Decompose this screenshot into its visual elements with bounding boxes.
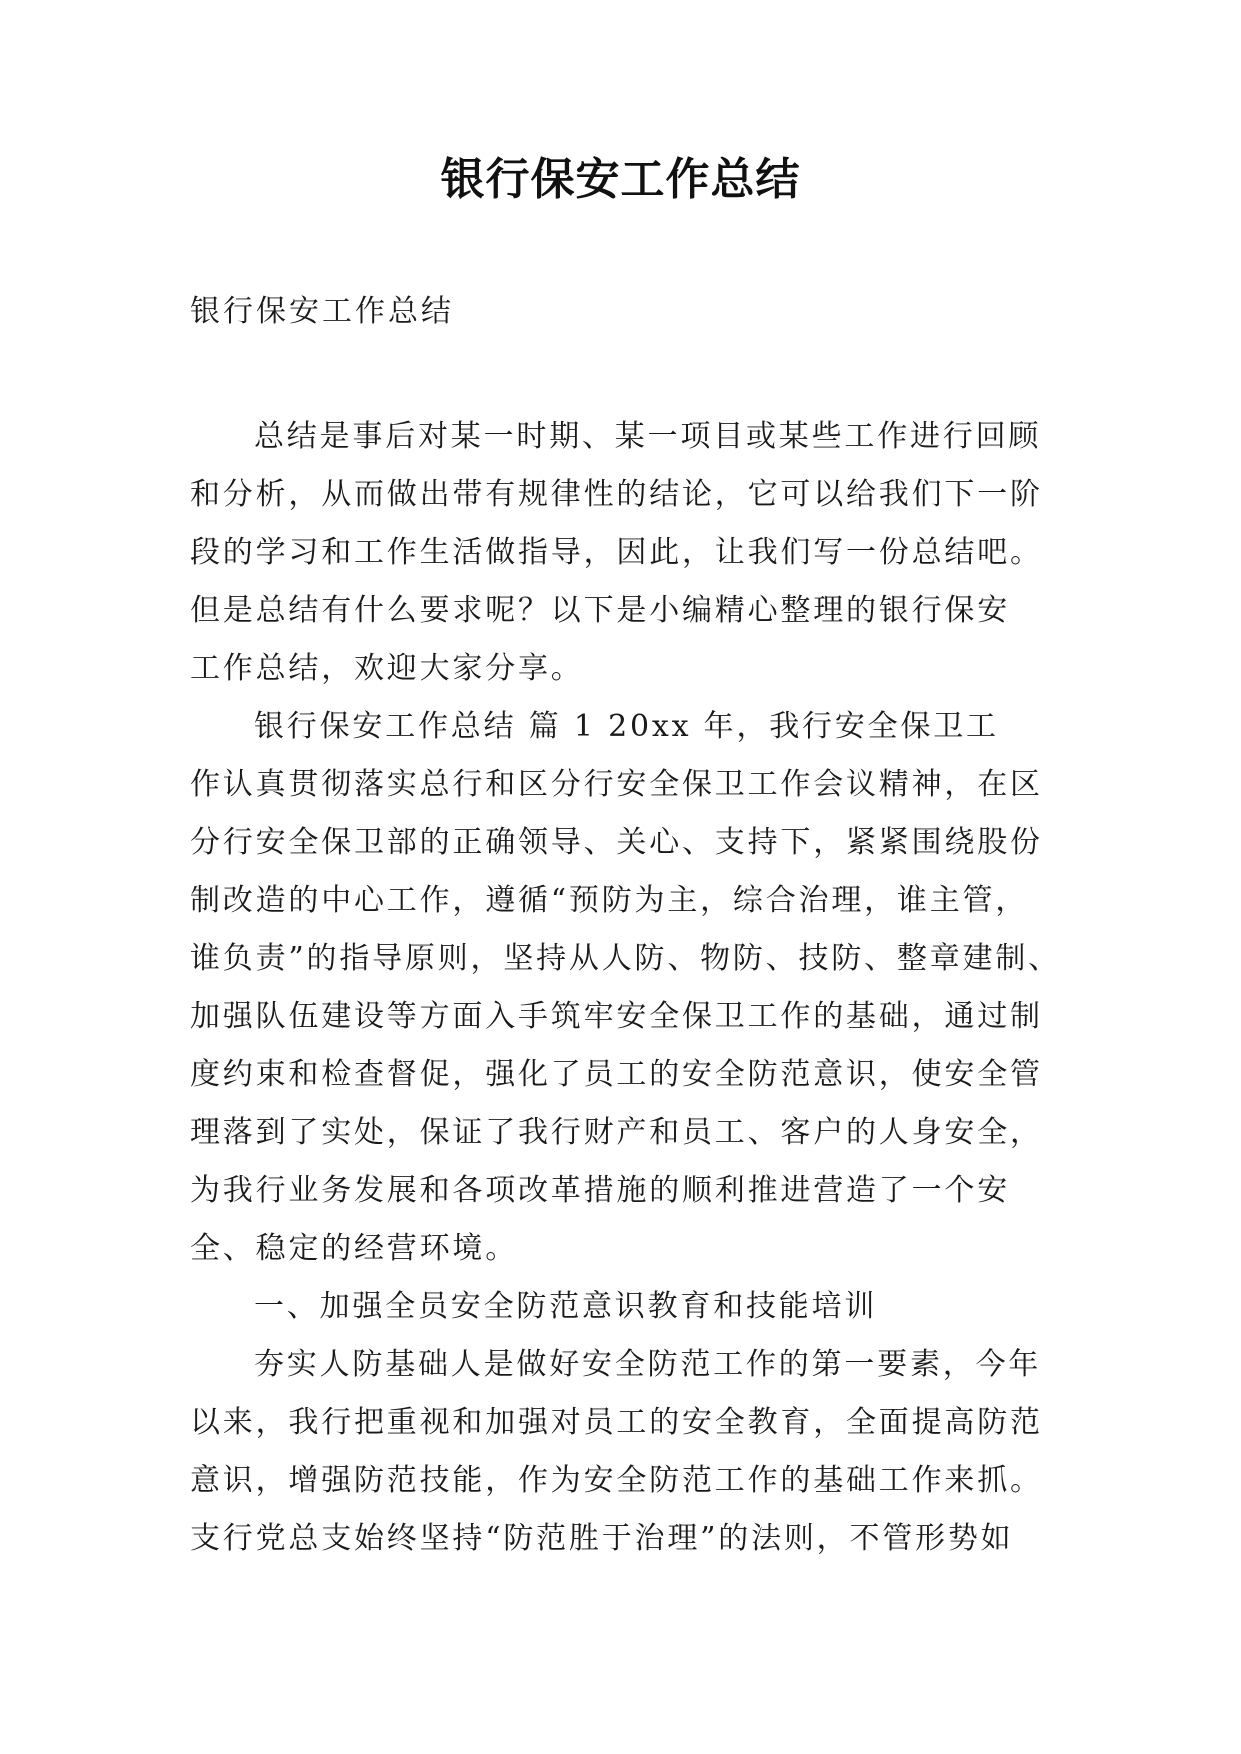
body-line: 以来，我行把重视和加强对员工的安全教育，全面提高防范	[190, 1405, 1043, 1440]
body-line: 度约束和检查督促，强化了员工的安全防范意识，使安全管	[190, 1057, 1043, 1092]
body-line: 全、稳定的经营环境。	[190, 1231, 518, 1266]
body-line: 制改造的中心工作，遵循“预防为主，综合治理，谁主管，	[190, 883, 1029, 918]
body-line: 工作总结，欢迎大家分享。	[190, 651, 584, 686]
body-line: 分行安全保卫部的正确领导、关心、支持下，紧紧围绕股份	[190, 825, 1043, 860]
body-line: 一、加强全员安全防范意识教育和技能培训	[254, 1289, 878, 1324]
body-line: 作认真贯彻落实总行和区分行安全保卫工作会议精神，在区	[190, 767, 1043, 802]
document-title: 银行保安工作总结	[440, 154, 801, 205]
body-line: 为我行业务发展和各项改革措施的顺利推进营造了一个安	[190, 1173, 1010, 1208]
body-line: 支行党总支始终坚持“防范胜于治理”的法则，不管形势如	[190, 1521, 1014, 1556]
body-line: 意识，增强防范技能，作为安全防范工作的基础工作来抓。	[190, 1463, 1043, 1498]
body-line: 但是总结有什么要求呢？以下是小编精心整理的银行保安	[190, 593, 1010, 628]
body-line: 总结是事后对某一时期、某一项目或某些工作进行回顾	[254, 419, 1042, 454]
document-body	[190, 408, 1060, 1568]
body-line: 段的学习和工作生活做指导，因此，让我们写一份总结吧。	[190, 535, 1043, 570]
body-line: 加强队伍建设等方面入手筑牢安全保卫工作的基础，通过制	[190, 999, 1043, 1034]
body-line: 夯实人防基础人是做好安全防范工作的第一要素，今年	[254, 1347, 1042, 1382]
body-line: 谁负责”的指导原则，坚持从人防、物防、技防、整章建制、	[190, 941, 1061, 976]
body-line: 理落到了实处，保证了我行财产和员工、客户的人身安全，	[190, 1115, 1043, 1150]
document-subtitle: 银行保安工作总结	[190, 294, 454, 329]
body-line: 银行保安工作总结 篇 1 20xx 年，我行安全保卫工	[254, 709, 999, 744]
body-line: 和分析，从而做出带有规律性的结论，它可以给我们下一阶	[190, 477, 1043, 512]
